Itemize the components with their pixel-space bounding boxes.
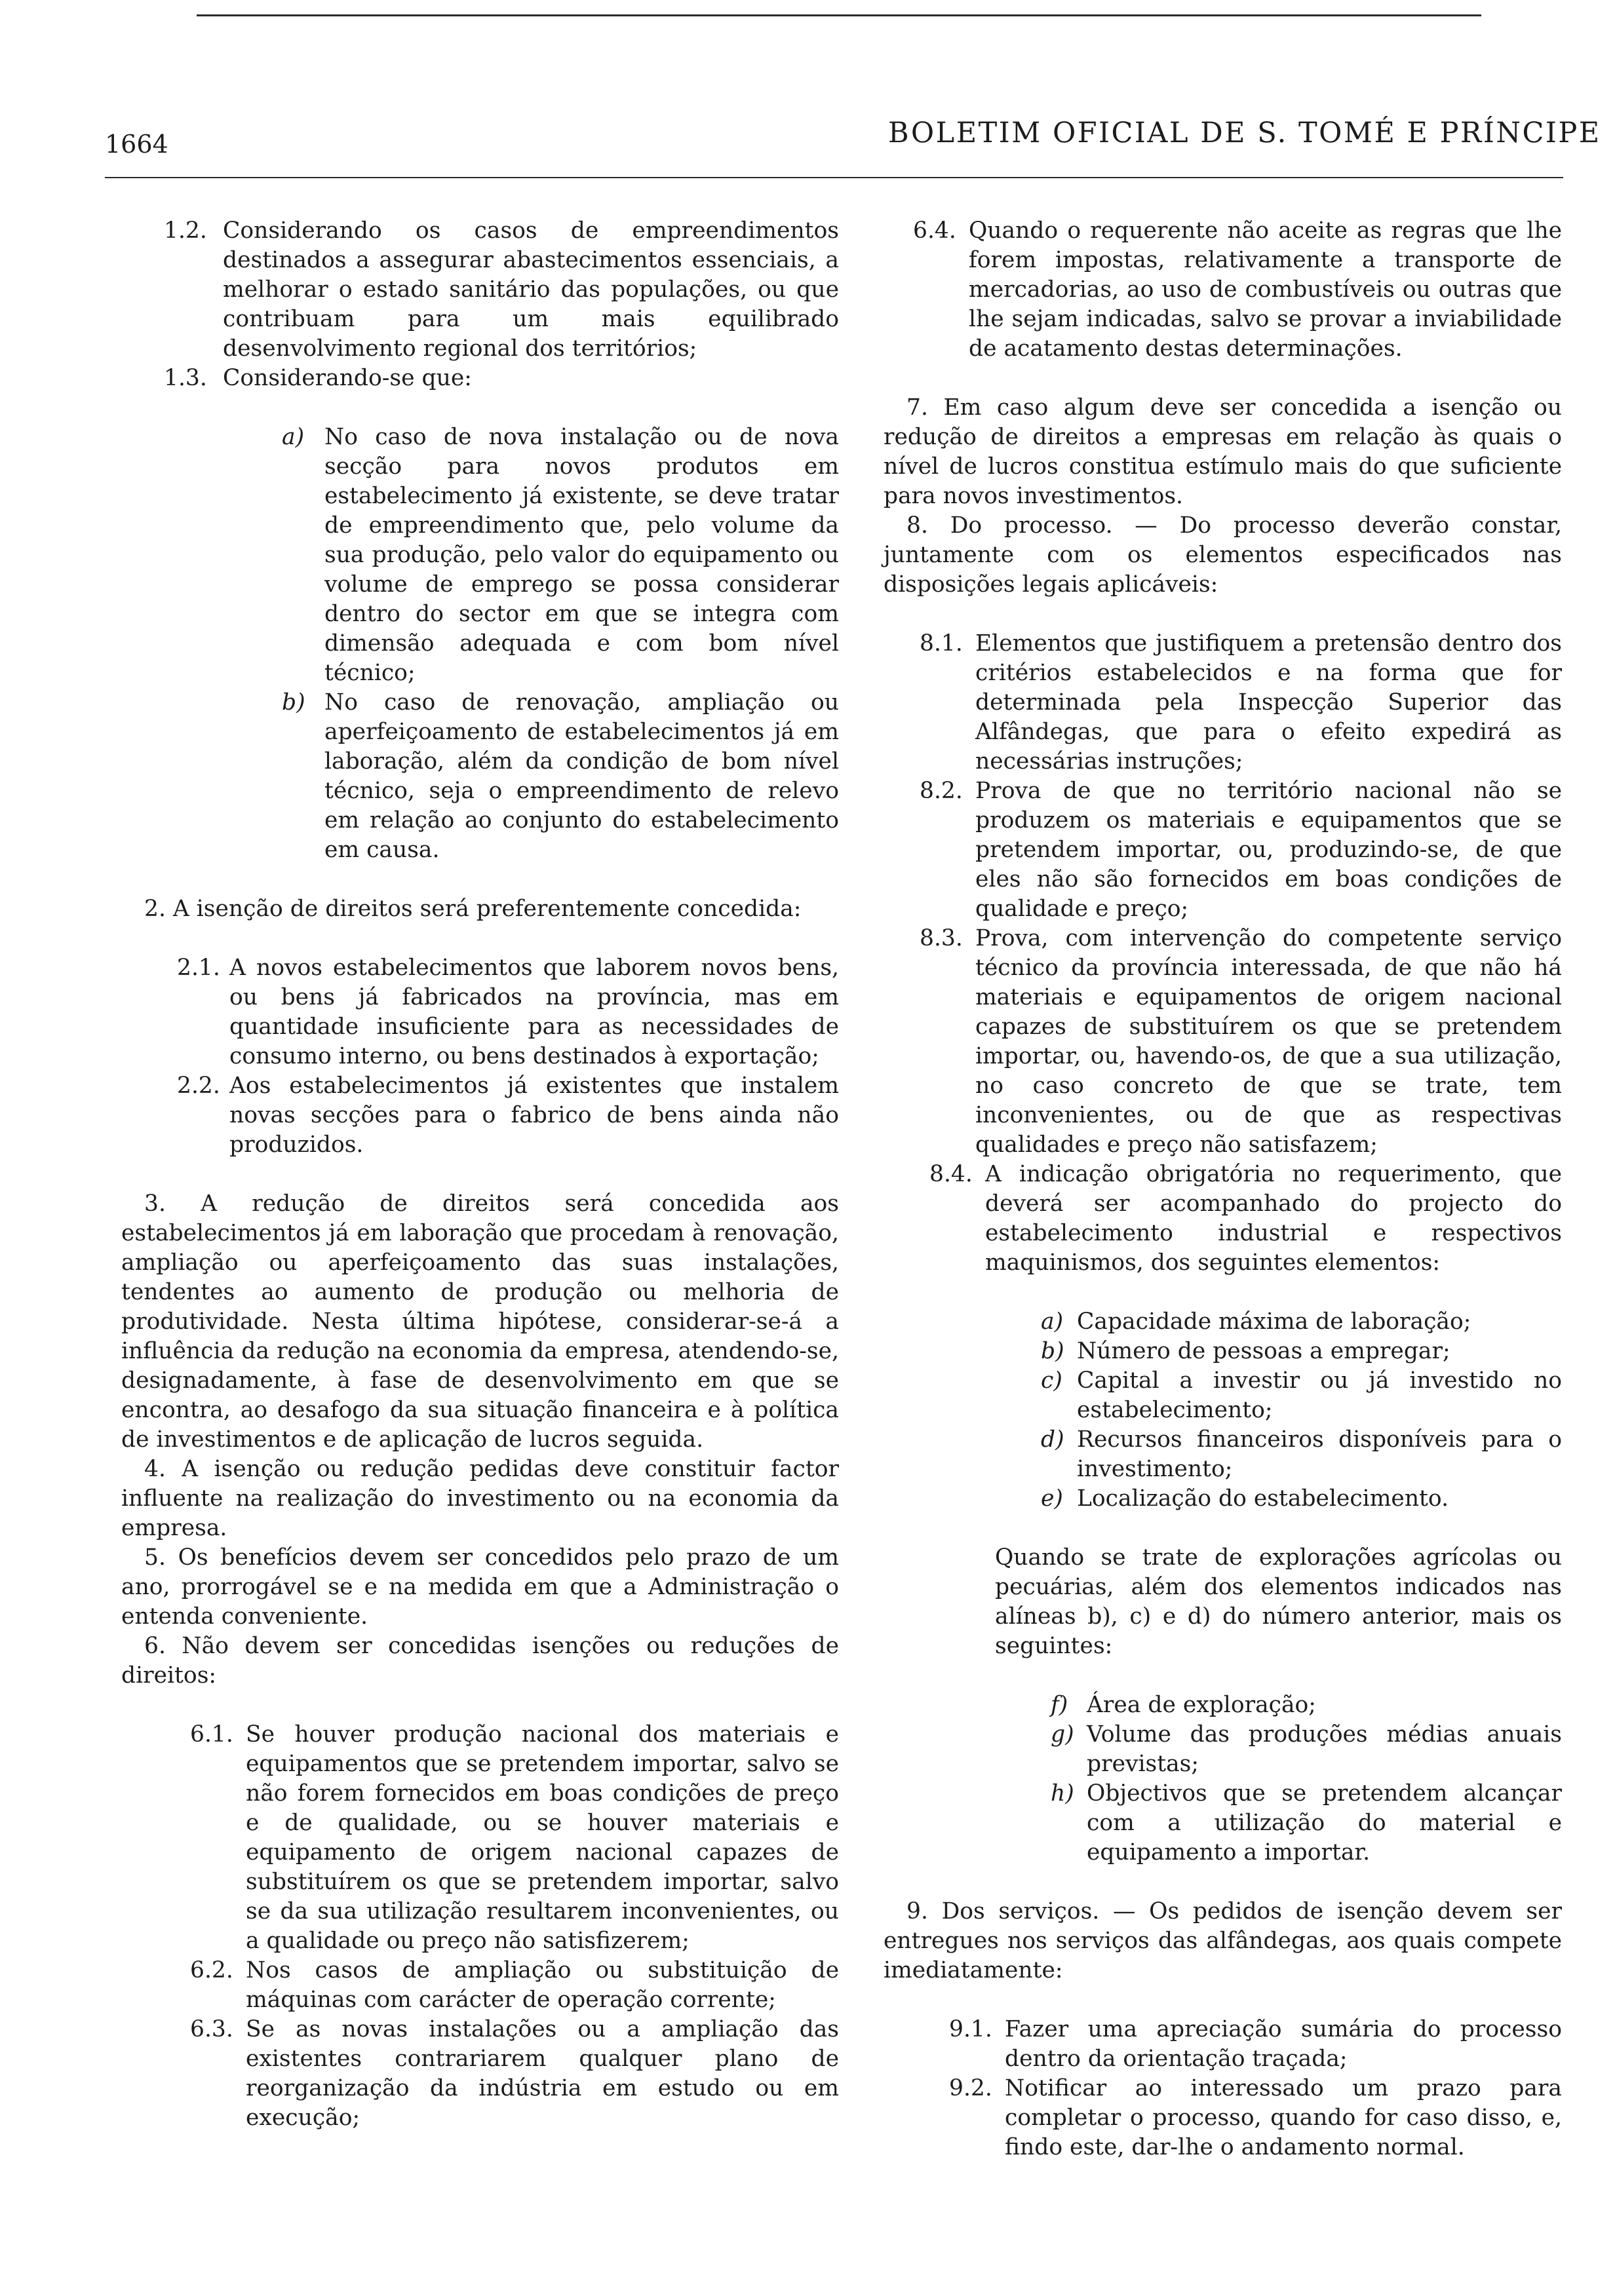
- alinea-text: Volume das produções médias anuais previstas;: [1087, 1721, 1562, 1777]
- clause-text: Prova, com intervenção do competente serviço técnico da província interessada, de que não há materiais e equipamentos de origem nacional capazes de substituírem os que se pretendem importar, ou, havendo-os, de que a sua utilização, no caso concreto de que se trate, tem inconvenientes, ou de que as respectivas qualidades e preço não satisfazem;: [975, 925, 1562, 1158]
- clause-1-2: [164, 216, 839, 364]
- clause-number: 9.2.: [949, 2075, 992, 2101]
- clause-number: 8.2.: [920, 778, 963, 804]
- paragraph-8: 8. Do processo. — Do processo deverão constar, juntamente com os elementos especificados nas disposições legais aplicáveis:: [884, 512, 1562, 598]
- clause-2-2: [177, 1071, 839, 1160]
- alinea-letter: c): [1041, 1368, 1062, 1394]
- alinea-text: Capacidade máxima de laboração;: [1077, 1309, 1471, 1335]
- clause-1-3: [164, 364, 839, 393]
- alinea-letter: b): [282, 689, 305, 716]
- clause-text: Notificar ao interessado um prazo para completar o processo, quando for caso disso, e, findo este, dar-lhe o andamento normal.: [1005, 2075, 1562, 2160]
- paragraph-3: 3. A redução de direitos será concedida aos estabelecimentos já em laboração que procedam à renovação, ampliação ou aperfeiçoamento das suas instalações, tendentes ao aumento de produção ou melhoria de produtividade. Nesta última hipótese, considerar-se-á a influência da redução na economia da empresa, atendendo-se, designadamente, à fase de desenvolvimento em que se encontra, ao desafogo da sua situação financeira e à política de investimentos e de aplicação de lucros seguida.: [121, 1191, 839, 1453]
- clause-number: 6.4.: [913, 218, 956, 244]
- clause-text: Fazer uma apreciação sumária do processo dentro da orientação traçada;: [1005, 2016, 1562, 2072]
- clause-2-1: [177, 953, 839, 1071]
- alinea-letter: f): [1051, 1692, 1068, 1718]
- paragraph-livestock: Quando se trate de explorações agrícolas ou pecuárias, além dos elementos indicados nas alíneas b), c) e d) do número anterior, mais os seguintes:: [995, 1544, 1562, 1659]
- clause-number: 9.1.: [949, 2016, 992, 2042]
- clause-text: A novos estabelecimentos que laborem novos bens, ou bens já fabricados na província, mas em quantidade insuficiente para as necessidades de consumo interno, ou bens destinados à exportação;: [229, 955, 839, 1069]
- clause-text: A indicação obrigatória no requerimento, que deverá ser acompanhado do projecto do estabelecimento industrial e respectivos maquinismos, dos seguintes elementos:: [985, 1161, 1562, 1276]
- alinea-text: Objectivos que se pretendem alcançar com a utilização do material e equipamento a importar.: [1087, 1780, 1562, 1866]
- clause-number: 6.2.: [190, 1957, 233, 1983]
- alinea-text: Número de pessoas a empregar;: [1077, 1338, 1450, 1364]
- paragraph-2: 2. A isenção de direitos será preferentemente concedida:: [144, 896, 802, 922]
- clause-8-1: [920, 629, 1562, 776]
- clause-9-2: [949, 2074, 1562, 2162]
- alinea-letter: g): [1051, 1721, 1074, 1748]
- paragraph-9: 9. Dos serviços. — Os pedidos de isenção devem ser entregues nos serviços das alfândegas, aos quais compete imediatamente:: [884, 1898, 1562, 1983]
- alinea-text: No caso de renovação, ampliação ou aperfeiçoamento de estabelecimentos já em laboração, além da condição de bom nível técnico, seja o empreendimento de relevo em relação ao conjunto do estabelecimento em causa.: [324, 689, 839, 863]
- clause-text: Considerando-se que:: [223, 365, 472, 391]
- left-column: [121, 216, 839, 2133]
- clause-number: 2.1.: [177, 955, 220, 981]
- right-column: [884, 216, 1562, 2162]
- clause-text: Quando o requerente não aceite as regras que lhe forem impostas, relativamente a transporte de mercadorias, ao uso de combustíveis ou outras que lhe sejam indicadas, salvo se provar a inviabilidade de acatamento destas determinações.: [969, 218, 1562, 362]
- clause-number: 8.1.: [920, 630, 963, 657]
- alinea-a: [1041, 1307, 1562, 1337]
- alinea-c: [1041, 1366, 1562, 1425]
- alinea-text: No caso de nova instalação ou de nova secção para novos produtos em estabelecimento já existente, se deve tratar de empreendimento que, pelo volume da sua produção, pelo valor do equipamento ou volume de emprego se possa considerar dentro do sector em que se integra com dimensão adequada e com bom nível técnico;: [324, 424, 839, 686]
- alinea-text: Localização do estabelecimento.: [1077, 1485, 1449, 1512]
- clause-number: 8.3.: [920, 925, 963, 951]
- clause-text: Prova de que no território nacional não se produzem os materiais e equipamentos que se pretendem importar, ou, produzindo-se, de que eles não são fornecidos em boas condições de qualidade e preço;: [975, 778, 1562, 922]
- alinea-letter: a): [1041, 1309, 1064, 1335]
- clause-8-4: [929, 1160, 1562, 1278]
- clause-8-2: [920, 776, 1562, 924]
- alinea-text: Recursos financeiros disponíveis para o investimento;: [1077, 1426, 1562, 1482]
- clause-text: Se as novas instalações ou a ampliação das existentes contrariarem qualquer plano de reorganização da indústria em estudo ou em execução;: [246, 2016, 839, 2131]
- page-number: 1664: [105, 130, 168, 159]
- alinea-e: [1041, 1484, 1562, 1514]
- alinea-letter: d): [1041, 1426, 1064, 1453]
- clause-text: Aos estabelecimentos já existentes que instalem novas secções para o fabrico de bens ainda não produzidos.: [229, 1073, 839, 1158]
- clause-6-4: [913, 216, 1562, 364]
- clause-text: Elementos que justifiquem a pretensão dentro dos critérios estabelecidos e na forma que for determinada pela Inspecção Superior das Alfândegas, que para o efeito expedirá as necessárias instruções;: [975, 630, 1562, 775]
- paragraph-7: 7. Em caso algum deve ser concedida a isenção ou redução de direitos a empresas em relação às quais o nível de lucros constitua estímulo mais do que suficiente para novos investimentos.: [884, 394, 1562, 509]
- clause-6-1: [190, 1720, 839, 1956]
- paragraph-5: 5. Os benefícios devem ser concedidos pelo prazo de um ano, prorrogável se e na medida em que a Administração o entenda conveniente.: [121, 1544, 839, 1630]
- clause-6-3: [190, 2015, 839, 2133]
- alinea-text: Capital a investir ou já investido no estabelecimento;: [1077, 1368, 1562, 1423]
- alinea-text: Área de exploração;: [1087, 1692, 1316, 1718]
- clause-number: 1.3.: [164, 365, 207, 391]
- alinea-b: [282, 688, 839, 865]
- header-rule: [105, 177, 1563, 178]
- alinea-letter: b): [1041, 1338, 1064, 1364]
- paragraph-4: 4. A isenção ou redução pedidas deve constituir factor influente na realização do investimento ou na economia da empresa.: [121, 1456, 839, 1541]
- clause-number: 6.3.: [190, 2016, 233, 2042]
- alinea-d: [1041, 1425, 1562, 1484]
- alinea-b: [1041, 1337, 1562, 1366]
- clause-text: Nos casos de ampliação ou substituição de máquinas com carácter de operação corrente;: [246, 1957, 839, 2013]
- clause-number: 8.4.: [929, 1161, 973, 1187]
- clause-number: 1.2.: [164, 218, 207, 244]
- alinea-a: [282, 423, 839, 688]
- top-scan-rule: [197, 14, 1481, 16]
- clause-text: Considerando os casos de empreendimentos destinados a assegurar abastecimentos essenciais, a melhorar o estado sanitário das populações, ou que contribuam para um mais equilibrado desenvolvimento regional dos territórios;: [223, 218, 839, 362]
- clause-6-2: [190, 1956, 839, 2015]
- clause-8-3: [920, 924, 1562, 1160]
- alinea-h: [1051, 1779, 1562, 1867]
- alinea-letter: h): [1051, 1780, 1074, 1807]
- clause-9-1: [949, 2015, 1562, 2074]
- clause-number: 2.2.: [177, 1073, 220, 1099]
- paragraph-6: 6. Não devem ser concedidas isenções ou reduções de direitos:: [121, 1633, 839, 1689]
- clause-number: 6.1.: [190, 1721, 233, 1748]
- alinea-g: [1051, 1720, 1562, 1779]
- alinea-f: [1051, 1691, 1562, 1720]
- alinea-letter: e): [1041, 1485, 1063, 1512]
- running-head: BOLETIM OFICIAL DE S. TOMÉ E PRÍNCIPE: [888, 117, 1601, 149]
- alinea-letter: a): [282, 424, 305, 450]
- clause-text: Se houver produção nacional dos materiais e equipamentos que se pretendem importar, salvo se não forem fornecidos em boas condições de preço e de qualidade, ou se houver materiais e equipamento de origem nacional capazes de substituírem os que se pretendem importar, salvo se da sua utilização resultarem inconvenientes, ou a qualidade ou preço não satisfizerem;: [246, 1721, 839, 1954]
